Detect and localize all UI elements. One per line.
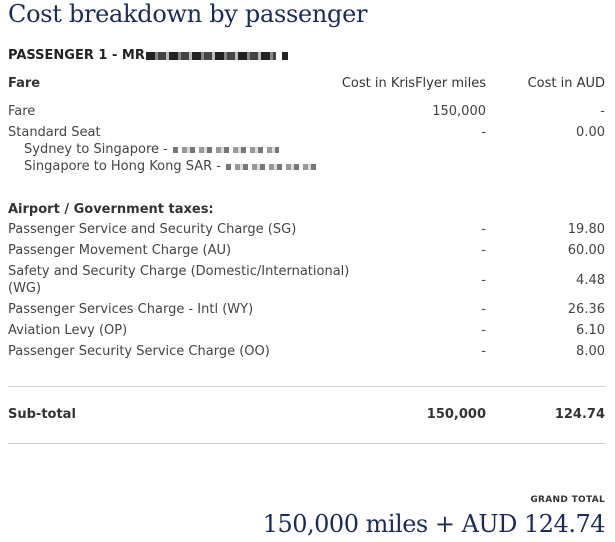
- subtotal-miles: 150,000: [426, 407, 486, 422]
- tax-label: Passenger Security Service Charge (OO): [8, 344, 270, 359]
- tax-label: Passenger Services Charge - Intl (WY): [8, 302, 254, 317]
- column-fare: Fare: [8, 76, 41, 91]
- divider: [8, 443, 605, 444]
- page-title: Cost breakdown by passenger: [8, 0, 368, 28]
- tax-aud: 60.00: [567, 243, 605, 258]
- tax-aud: 6.10: [576, 323, 605, 338]
- column-miles: Cost in KrisFlyer miles: [341, 76, 486, 91]
- redacted-seat: [226, 164, 316, 170]
- grand-total-value: 150,000 miles + AUD 124.74: [262, 510, 605, 538]
- tax-miles: -: [481, 273, 486, 288]
- tax-miles: -: [481, 323, 486, 338]
- segment-route: Singapore to Hong Kong SAR -: [24, 159, 221, 174]
- tax-miles: -: [481, 302, 486, 317]
- tax-miles: -: [481, 344, 486, 359]
- tax-miles: -: [481, 222, 486, 237]
- segment-route: Sydney to Singapore -: [24, 142, 168, 157]
- tax-label: Passenger Service and Security Charge (SG): [8, 222, 297, 237]
- taxes-heading: Airport / Government taxes:: [8, 202, 214, 217]
- fare-miles: 150,000: [432, 104, 486, 119]
- redacted-seat: [173, 147, 279, 153]
- tax-label: Safety and Security Charge (Domestic/International): [8, 264, 350, 279]
- redacted-passenger-name-end: [282, 52, 288, 60]
- subtotal-label: Sub-total: [8, 407, 76, 422]
- standard-seat-aud: 0.00: [576, 125, 605, 140]
- standard-seat-label: Standard Seat: [8, 125, 101, 140]
- standard-seat-miles: -: [481, 125, 486, 140]
- subtotal-aud: 124.74: [554, 407, 605, 422]
- fare-aud: -: [600, 104, 605, 119]
- column-aud: Cost in AUD: [527, 76, 605, 91]
- grand-total-label: GRAND TOTAL: [530, 495, 605, 505]
- tax-aud: 26.36: [567, 302, 605, 317]
- tax-label: Passenger Movement Charge (AU): [8, 243, 232, 258]
- fare-label: Fare: [8, 104, 36, 119]
- passenger-heading: [8, 48, 288, 63]
- tax-aud: 19.80: [567, 222, 605, 237]
- passenger-label: PASSENGER 1 - MR: [8, 48, 145, 63]
- redacted-passenger-name: [146, 52, 276, 60]
- tax-aud: 8.00: [576, 344, 605, 359]
- tax-label-line2: (WG): [8, 281, 42, 296]
- tax-aud: 4.48: [576, 273, 605, 288]
- seat-segment-label: [24, 142, 279, 157]
- tax-miles: -: [481, 243, 486, 258]
- tax-label: Aviation Levy (OP): [8, 323, 128, 338]
- divider: [8, 386, 605, 387]
- seat-segment-label: [24, 159, 316, 174]
